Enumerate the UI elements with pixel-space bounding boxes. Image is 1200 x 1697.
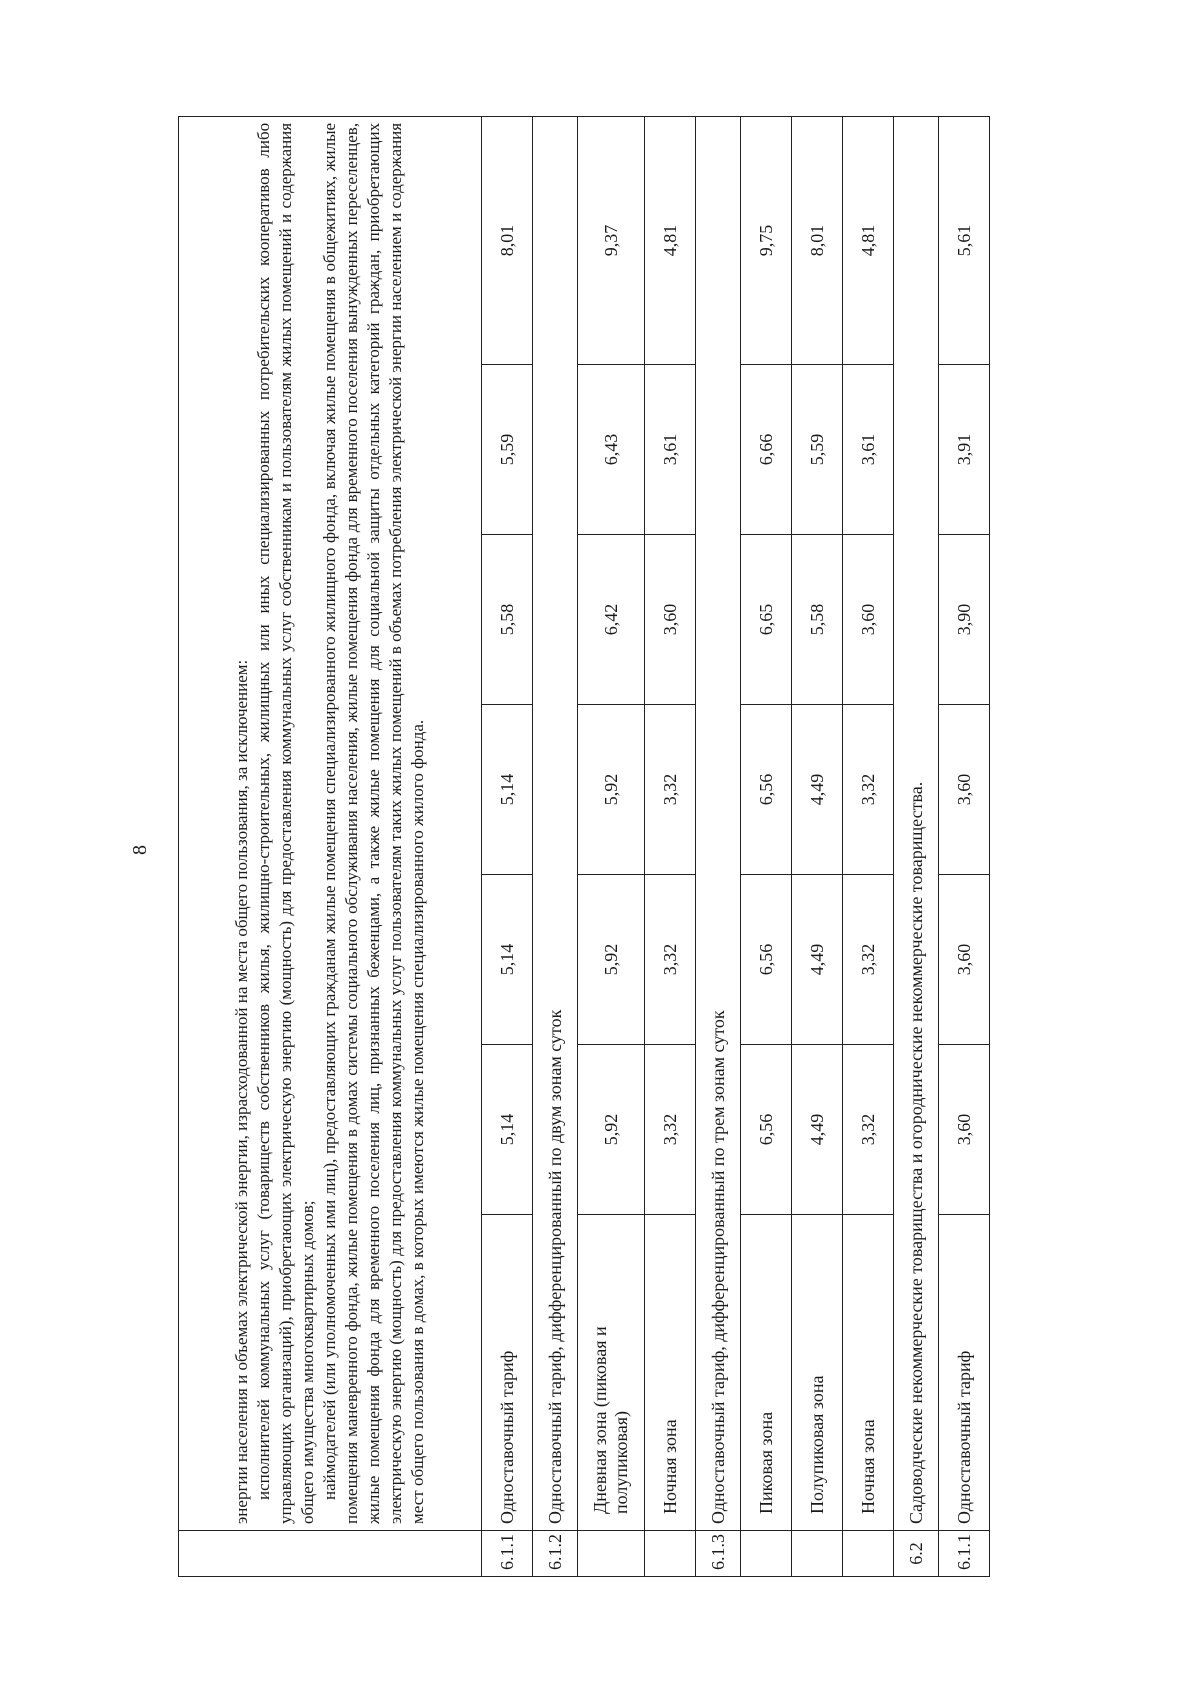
- table-row: [482, 116, 533, 1576]
- value-cell: 4,49: [792, 705, 843, 875]
- rotated-table-container: [178, 117, 1188, 1577]
- value-cell: 3,61: [843, 365, 894, 535]
- note-paragraph: исполнителей коммунальных услуг (товариществ собственников жилья, жилищно-строительных, жилищных или иных специализированных потребительских кооперативов либо управляющих организаций), приобретающих электрическую энергию (мощность) для предоставления коммунальных услуг собственникам и пользователям жилых помещений и содержания общего имущества многоквартирных домов;: [254, 122, 317, 1524]
- value-cell: 4,81: [843, 116, 894, 364]
- value-cell: 3,61: [645, 365, 696, 535]
- row-code: [843, 1531, 894, 1577]
- value-cell: 4,81: [645, 116, 696, 364]
- value-cell: 5,92: [578, 705, 645, 875]
- row-code: 6.1.1: [939, 1531, 990, 1577]
- value-cell: 3,60: [939, 1045, 990, 1215]
- value-cell: 5,59: [482, 365, 533, 535]
- value-cell: 5,58: [482, 535, 533, 705]
- value-cell: 3,32: [843, 875, 894, 1045]
- value-cell: 3,60: [939, 705, 990, 875]
- value-cell: 5,92: [578, 1045, 645, 1215]
- section-row: [533, 116, 578, 1576]
- section-row: [894, 116, 939, 1576]
- note-paragraph: энергии населения и объемах электрической энергии, израсходованной на места общего пользования, за исключением:: [232, 659, 251, 1524]
- value-cell: 3,91: [939, 365, 990, 535]
- value-cell: 5,14: [482, 1045, 533, 1215]
- value-cell: 6,42: [578, 535, 645, 705]
- row-label: Ночная зона: [645, 1215, 696, 1531]
- section-title: Одноставочный тариф, дифференцированный по двум зонам суток: [533, 116, 578, 1530]
- value-cell: 6,56: [741, 875, 792, 1045]
- table-row: [939, 116, 990, 1576]
- value-cell: 5,61: [939, 116, 990, 364]
- row-label: Пиковая зона: [741, 1215, 792, 1531]
- value-cell: 5,14: [482, 705, 533, 875]
- value-cell: 6,66: [741, 365, 792, 535]
- value-cell: 3,32: [645, 875, 696, 1045]
- value-cell: 5,59: [792, 365, 843, 535]
- section-row: [696, 116, 741, 1576]
- value-cell: 6,43: [578, 365, 645, 535]
- note-row: [179, 116, 482, 1576]
- note-code-cell: [179, 1531, 482, 1577]
- row-code: [645, 1531, 696, 1577]
- note-text-cell: [179, 116, 482, 1530]
- value-cell: 3,32: [843, 1045, 894, 1215]
- value-cell: 5,58: [792, 535, 843, 705]
- row-code: [578, 1531, 645, 1577]
- section-title: Одноставочный тариф, дифференцированный по трем зонам суток: [696, 116, 741, 1530]
- row-label: Одноставочный тариф: [939, 1215, 990, 1531]
- table-row: [792, 116, 843, 1576]
- value-cell: 5,14: [482, 875, 533, 1045]
- row-code: 6.1.3: [696, 1531, 741, 1577]
- value-cell: 3,32: [843, 705, 894, 875]
- section-title: Садоводческие некоммерческие товарищества и огороднические некоммерческие товарищества.: [894, 116, 939, 1530]
- value-cell: 8,01: [792, 116, 843, 364]
- row-code: [741, 1531, 792, 1577]
- table-row: [843, 116, 894, 1576]
- page-number: 8: [129, 845, 151, 855]
- value-cell: 9,75: [741, 116, 792, 364]
- row-label: Одноставочный тариф: [482, 1215, 533, 1531]
- value-cell: 5,92: [578, 875, 645, 1045]
- note-paragraph: наймодателей (или уполномоченных ими лиц), предоставляющих гражданам жилые помещения специализированного жилищного фонда, включая жилые помещения в общежитиях, жилые помещения маневренного фонда, жилые помещения в домах системы социального обслуживания населения, жилые помещения фонда для временного поселения вынужденных переселенцев, жилые помещения фонда для временного поселения лиц, признанных беженцами, а также жилые помещения для социальной защиты отдельных категорий граждан, приобретающих электрическую энергию (мощность) для предоставления коммунальных услуг пользователям таких жилых помещений в объемах потребления электрической энергии населением и содержания мест общего пользования в домах, в которых имеются жилые помещения специализированного жилого фонда.: [320, 122, 427, 1524]
- value-cell: 4,49: [792, 1045, 843, 1215]
- value-cell: 6,56: [741, 1045, 792, 1215]
- value-cell: 3,60: [645, 535, 696, 705]
- row-code: [792, 1531, 843, 1577]
- row-code: 6.1.1: [482, 1531, 533, 1577]
- table-row: [645, 116, 696, 1576]
- row-label: Ночная зона: [843, 1215, 894, 1531]
- row-label: Дневная зона (пиковая и полупиковая): [578, 1215, 645, 1531]
- table-row: [578, 116, 645, 1576]
- value-cell: 8,01: [482, 116, 533, 364]
- value-cell: 3,60: [939, 875, 990, 1045]
- tariff-table: [178, 116, 990, 1577]
- value-cell: 4,49: [792, 875, 843, 1045]
- row-code: 6.1.2: [533, 1531, 578, 1577]
- value-cell: 9,37: [578, 116, 645, 364]
- row-code: 6.2: [894, 1531, 939, 1577]
- table-row: [741, 116, 792, 1576]
- value-cell: 3,32: [645, 1045, 696, 1215]
- value-cell: 6,56: [741, 705, 792, 875]
- value-cell: 6,65: [741, 535, 792, 705]
- value-cell: 3,60: [843, 535, 894, 705]
- value-cell: 3,32: [645, 705, 696, 875]
- row-label: Полупиковая зона: [792, 1215, 843, 1531]
- value-cell: 3,90: [939, 535, 990, 705]
